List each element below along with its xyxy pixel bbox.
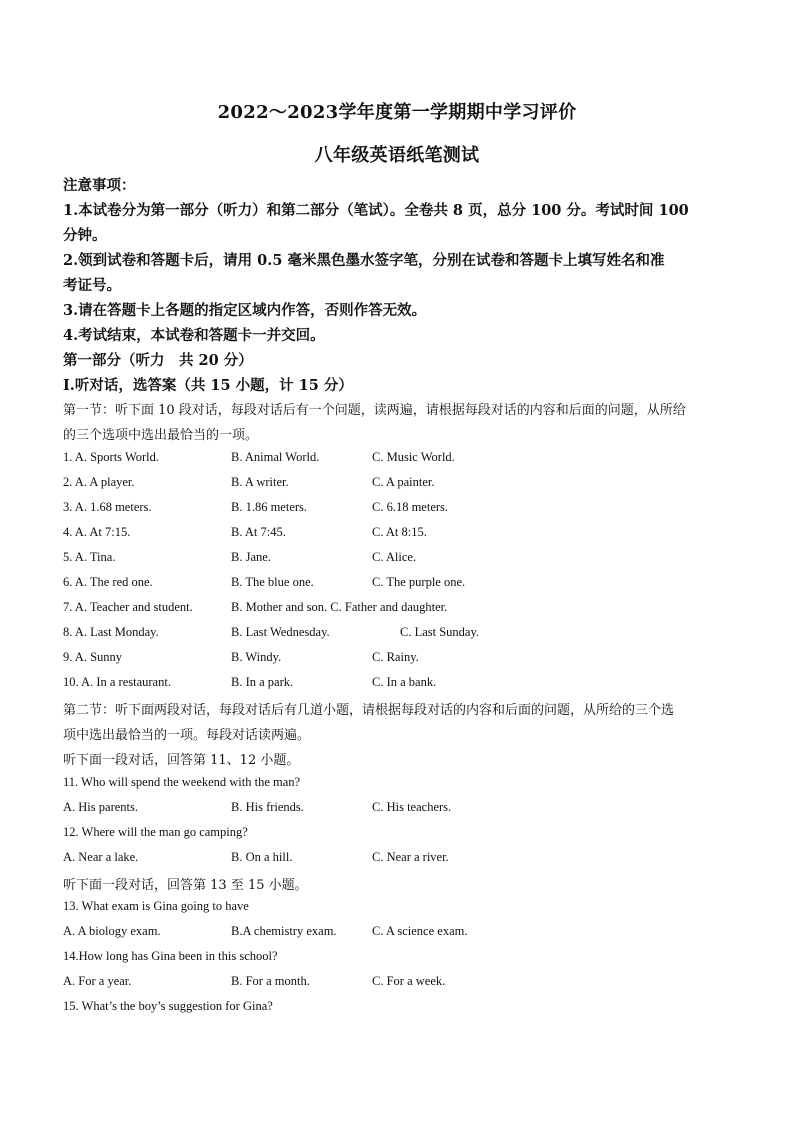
section1-instruction-b: 的三个选项中选出最恰当的一项。 — [63, 428, 259, 443]
q5-option-b: B. Jane. — [231, 550, 271, 564]
exam-title: 2022～2023学年度第一学期期中学习评价 — [217, 102, 577, 123]
dialog1-intro: 听下面一段对话，回答第 11、12 小题。 — [63, 753, 300, 768]
q14-option-c: C. For a week. — [372, 974, 446, 988]
q8-option-b: B. Last Wednesday. — [231, 625, 330, 639]
section2-instruction-b: 项中选出最恰当的一项。每段对话读两遍。 — [63, 728, 311, 743]
notice-line-1a: 1.本试卷分为第一部分（听力）和第二部分（笔试）。全卷共 8 页，总分 100 分。考试时间 100 — [63, 202, 689, 219]
q4-option-c: C. At 8:15. — [372, 525, 427, 539]
section1-instruction-a: 第一节：听下面 10 段对话，每段对话后有一个问题，读两遍，请根据每段对话的内容和后面的问题，从所给 — [63, 403, 686, 418]
q11-stem: 11. Who will spend the weekend with the man? — [63, 775, 301, 789]
q9-option-a: 9. A. Sunny — [63, 650, 123, 664]
q4-option-b: B. At 7:45. — [231, 525, 286, 539]
q12-option-b: B. On a hill. — [231, 850, 293, 864]
q5-option-c: C. Alice. — [372, 550, 417, 564]
q10-option-a: 10. A. In a restaurant. — [63, 675, 171, 689]
notice-line-2b: 考证号。 — [63, 277, 121, 294]
q13-stem: 13. What exam is Gina going to have — [63, 899, 249, 913]
q1-option-c: C. Music World. — [372, 450, 455, 464]
section1-heading: I.听对话，选答案（共 15 小题，计 15 分） — [63, 377, 353, 394]
notice-line-4: 4.考试结束，本试卷和答题卡一并交回。 — [63, 327, 325, 344]
q2-option-a: 2. A. A player. — [63, 475, 135, 489]
q9-option-b: B. Windy. — [231, 650, 282, 664]
exam-subtitle: 八年级英语纸笔测试 — [314, 145, 480, 166]
q11-option-c: C. His teachers. — [372, 800, 452, 814]
q3-option-c: C. 6.18 meters. — [372, 500, 449, 514]
notice-line-2a: 2.领到试卷和答题卡后，请用 0.5 毫米黑色墨水签字笔，分别在试卷和答题卡上填写姓名和准 — [63, 252, 665, 269]
q11-option-a: A. His parents. — [63, 800, 138, 814]
q6-option-a: 6. A. The red one. — [63, 575, 153, 589]
q1-option-a: 1. A. Sports World. — [63, 450, 159, 464]
q13-option-b: B.A chemistry exam. — [231, 924, 337, 938]
q15-stem: 15. What’s the boy’s suggestion for Gina? — [63, 999, 273, 1013]
q10-option-b: B. In a park. — [231, 675, 294, 689]
q12-option-a: A. Near a lake. — [63, 850, 139, 864]
notice-heading: 注意事项： — [63, 177, 136, 194]
q4-option-a: 4. A. At 7:15. — [63, 525, 131, 539]
q2-option-b: B. A writer. — [231, 475, 289, 489]
q13-option-a: A. A biology exam. — [63, 924, 161, 938]
q8-option-c: C. Last Sunday. — [400, 625, 480, 639]
q6-option-b: B. The blue one. — [231, 575, 314, 589]
notice-line-1b: 分钟。 — [63, 227, 107, 244]
q14-stem: 14.How long has Gina been in this school? — [63, 949, 278, 963]
q9-option-c: C. Rainy. — [372, 650, 419, 664]
q10-option-c: C. In a bank. — [372, 675, 437, 689]
q12-option-c: C. Near a river. — [372, 850, 449, 864]
part1-heading: 第一部分（听力 共 20 分） — [63, 352, 253, 369]
q12-stem: 12. Where will the man go camping? — [63, 825, 248, 839]
q13-option-c: C. A science exam. — [372, 924, 468, 938]
q6-option-c: C. The purple one. — [372, 575, 466, 589]
q1-option-b: B. Animal World. — [231, 450, 320, 464]
q14-option-a: A. For a year. — [63, 974, 132, 988]
section2-instruction-a: 第二节：听下面两段对话，每段对话后有几道小题，请根据每段对话的内容和后面的问题，从所给的三个选 — [63, 703, 675, 718]
notice-line-3: 3.请在答题卡上各题的指定区域内作答，否则作答无效。 — [63, 302, 427, 319]
q2-option-c: C. A painter. — [372, 475, 435, 489]
q14-option-b: B. For a month. — [231, 974, 310, 988]
q3-option-b: B. 1.86 meters. — [231, 500, 308, 514]
q7-option-bc: B. Mother and son. C. Father and daughter. — [231, 600, 448, 614]
q5-option-a: 5. A. Tina. — [63, 550, 116, 564]
q7-option-a: 7. A. Teacher and student. — [63, 600, 193, 614]
dialog2-intro: 听下面一段对话，回答第 13 至 15 小题。 — [63, 878, 308, 893]
q11-option-b: B. His friends. — [231, 800, 304, 814]
q8-option-a: 8. A. Last Monday. — [63, 625, 159, 639]
q3-option-a: 3. A. 1.68 meters. — [63, 500, 152, 514]
